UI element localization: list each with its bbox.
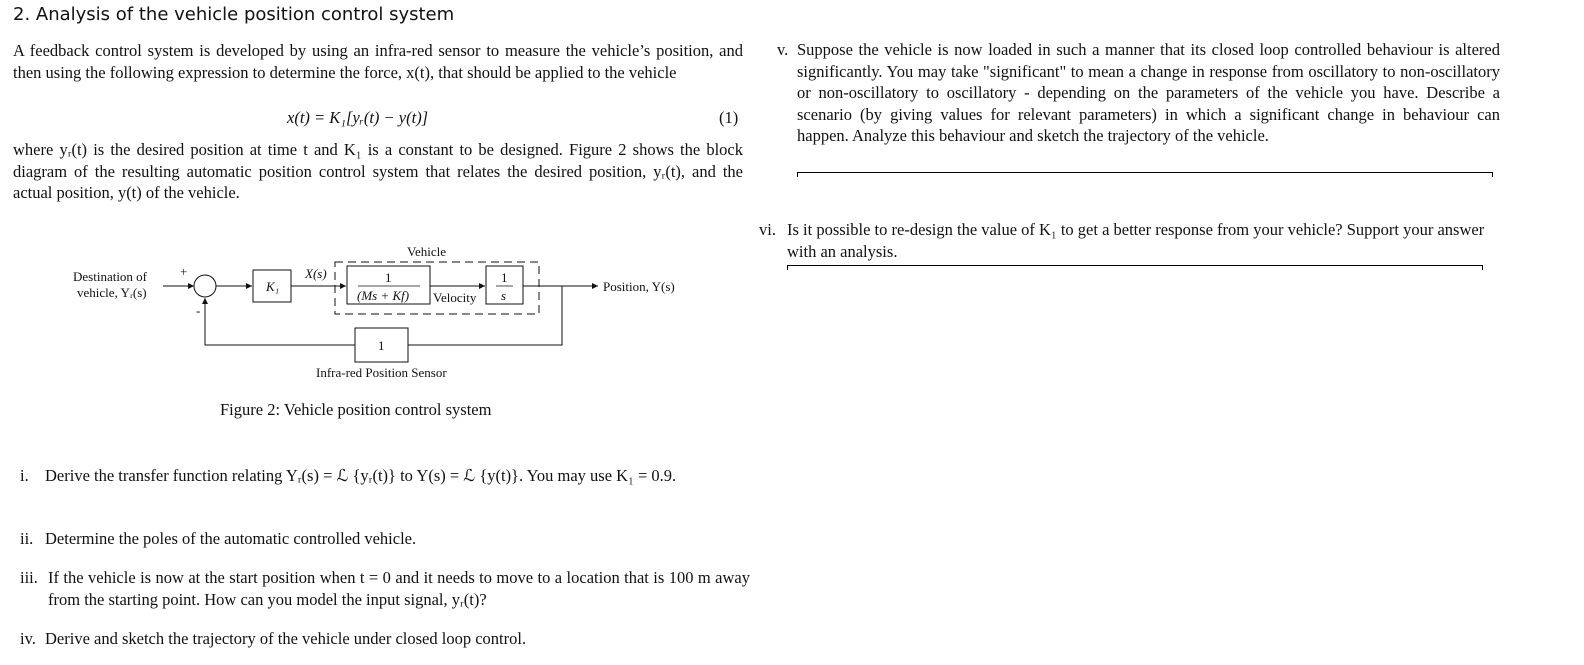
integrator-numerator: 1	[501, 270, 508, 285]
minus-sign: -	[196, 303, 201, 318]
question-text: Derive the transfer function relating Yᵣ(s) = ℒ {yᵣ(t)} to Y(s) = ℒ {y(t)}. You may use K₁ = 0.9.	[45, 466, 677, 485]
question-number: iii.	[20, 568, 38, 587]
question-text: Is it possible to re-design the value of K₁ to get a better response from your vehicle? Support your answer with an analysis.	[787, 220, 1485, 261]
velocity-label: Velocity	[433, 290, 477, 305]
force-label: X(s)	[305, 266, 327, 281]
question-number: ii.	[20, 529, 34, 548]
question-number: i.	[20, 466, 29, 485]
answer-line-vi	[787, 265, 1483, 266]
plant-denominator: (Ms + Kf)	[357, 288, 410, 303]
input-label-2: vehicle, Yᵣ(s)	[77, 285, 147, 300]
description-paragraph: where yᵣ(t) is the desired position at time t and K₁ is a constant to be designed. Figure 2 shows the block diagram of the resulting automatic position control system that relates the desired position, yᵣ(t), and the actual position, y(t) of the vehicle.	[13, 140, 743, 202]
sensor-label: Infra-red Position Sensor	[316, 365, 447, 380]
output-label: Position, Y(s)	[603, 279, 675, 294]
sensor-gain: 1	[378, 338, 385, 353]
question-text: If the vehicle is now at the start position when t = 0 and it needs to move to a location that is 100 m away from the starting point. How can you model the input signal, yᵣ(t)?	[48, 568, 750, 609]
question-iv	[20, 628, 745, 650]
plus-sign: +	[180, 264, 188, 279]
question-iii	[20, 567, 750, 610]
section-heading: 2. Analysis of the vehicle position control system	[13, 4, 455, 25]
vehicle-label: Vehicle	[407, 244, 446, 259]
question-number: v.	[777, 40, 789, 59]
question-v	[777, 39, 1500, 147]
question-vi	[759, 219, 1489, 262]
question-i	[20, 465, 745, 487]
gain-label: K₁	[266, 279, 280, 294]
block-diagram	[0, 230, 720, 390]
answer-line-v	[797, 172, 1493, 173]
question-text: Determine the poles of the automatic controlled vehicle.	[45, 529, 417, 548]
question-text: Derive and sketch the trajectory of the vehicle under closed loop control.	[45, 629, 527, 648]
question-number: iv.	[20, 629, 36, 648]
intro-paragraph: A feedback control system is developed by using an infra-red sensor to measure the vehicle’s position, and then using the following expression to determine the force, x(t), that should be applied to the vehicle	[13, 41, 743, 82]
question-number: vi.	[759, 220, 776, 239]
summing-junction	[194, 275, 216, 297]
question-text: Suppose the vehicle is now loaded in such a manner that its closed loop controlled behaviour is altered significantly. You may take "significant" to mean a change in response from oscillatory to non-oscillatory or non-oscillatory to oscillatory - depending on the parameters of the vehicle you have. Describe a scenario (by giving values for relevant parameters) in which a significant change in behaviour can happen. Analyze this behaviour and sketch the trajectory of the vehicle.	[797, 40, 1500, 145]
equation-number: (1)	[719, 108, 739, 127]
input-label-1: Destination of	[73, 269, 148, 284]
integrator-denominator: s	[501, 288, 507, 303]
plant-numerator: 1	[385, 270, 392, 285]
equation: x(t) = K₁[yᵣ(t) − y(t)]	[287, 108, 429, 127]
question-ii	[20, 528, 745, 550]
figure-caption: Figure 2: Vehicle position control system	[220, 400, 492, 419]
